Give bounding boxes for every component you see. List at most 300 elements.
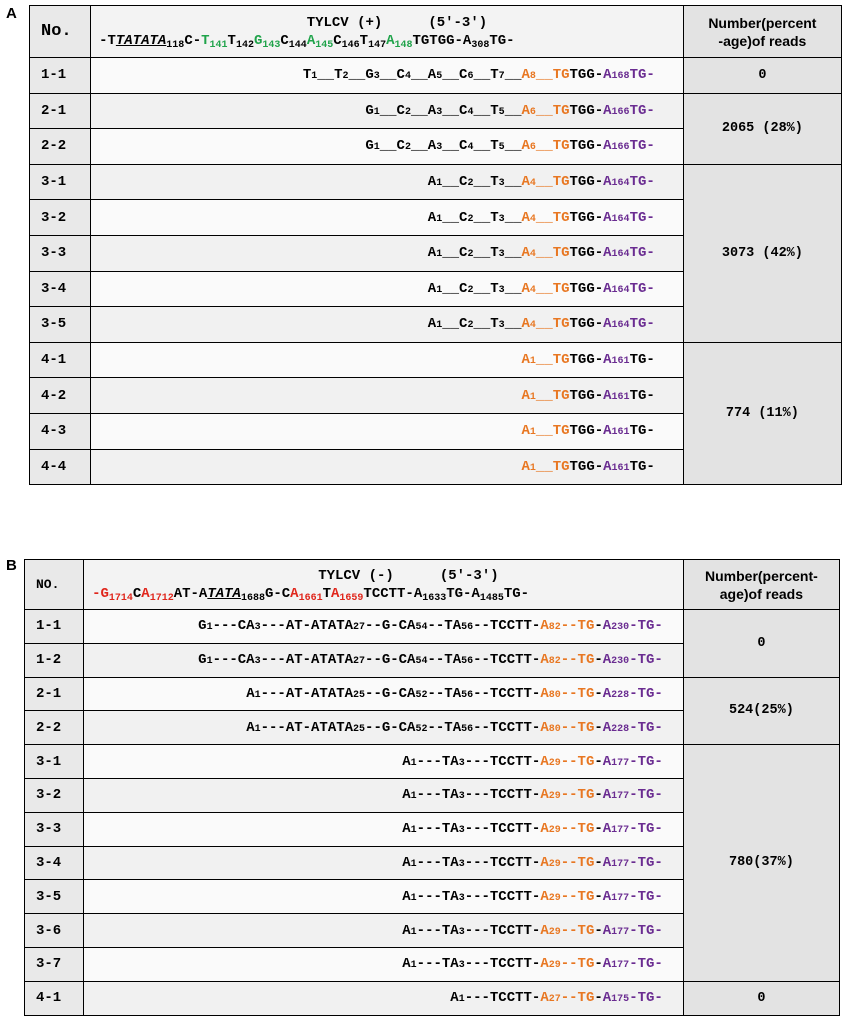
row-number: 1-2 (25, 643, 84, 677)
sequence-segment: - (92, 585, 101, 602)
sequence-segment: A (402, 753, 411, 770)
sequence-segment: TGG- (569, 102, 604, 119)
sequence-segment: A (402, 787, 411, 804)
sequence-segment: 1485 (479, 592, 504, 604)
sequence-segment: G (198, 618, 207, 635)
sequence-segment: TG- (629, 458, 655, 475)
sequence-segment: TG- (629, 67, 655, 84)
sequence-segment: __TG (535, 280, 570, 297)
sequence-direction: (5′-3′) (439, 567, 499, 584)
read-sequence: A 1 ---TCCTT- A 27 --TG - A 175 -TG- (84, 981, 684, 1015)
reads-header-line: Number(percent- (705, 567, 818, 584)
row-number: 3-2 (25, 778, 84, 812)
read-count: 0 (683, 981, 839, 1015)
row-number: 4-3 (30, 413, 91, 449)
sequence-segment: A (306, 32, 316, 49)
read-sequence: G 1 __C 2 __A 3 __C 4 __T 5 __ A 6 __TG TGG- A 166 TG- (91, 93, 684, 129)
reference-sequence (91, 33, 683, 49)
read-sequence: G 1 __C 2 __A 3 __C 4 __T 5 __ A 6 __TG TGG- A 166 TG- (91, 129, 684, 165)
sequence-segment: TGG- (569, 387, 604, 404)
sequence-segment: - (594, 753, 603, 770)
read-count: 0 (683, 610, 839, 678)
sequence-segment: TG- (629, 423, 655, 440)
sequence-segment: 1633 (422, 592, 447, 604)
sequence-segment: --TCCTT- (473, 719, 541, 736)
sequence-segment: __T (473, 174, 499, 191)
sequence-segment: G (100, 585, 109, 602)
read-count: 780(37%) (683, 745, 839, 982)
read-sequence: A 1 ---TA 3 ---TCCTT- A 29 --TG - A 177 -TG- (84, 880, 684, 914)
table-row (25, 610, 840, 644)
row-number: 3-1 (30, 164, 91, 200)
sequence-segment: T (227, 32, 236, 49)
sequence-segment: TG-A (446, 585, 480, 602)
sequence-segment: ---TA (416, 787, 459, 804)
sequence-segment: -TG- (629, 821, 663, 838)
sequence-segment: --TA (427, 719, 462, 736)
sequence-segment: --TG (560, 753, 595, 770)
sequence-segment: TATATA (115, 32, 167, 49)
sequence-segment: A (540, 753, 549, 770)
table-row (25, 677, 840, 711)
sequence-segment: A (540, 990, 549, 1007)
sequence-segment: 1659 (339, 592, 364, 604)
sequence-segment: G (253, 32, 263, 49)
sequence-segment: 146 (341, 39, 360, 51)
sequence-segment: __C (379, 138, 405, 155)
sequence-segment: ---TA (416, 888, 459, 905)
reads-header-line: age)of reads (719, 585, 804, 602)
sequence-segment: 145 (315, 39, 334, 51)
sequence-segment: TG- (629, 387, 655, 404)
sequence-segment: TGG- (569, 245, 604, 262)
sequence-segment: __C (379, 67, 405, 84)
read-sequence: A 1 ---TA 3 ---TCCTT- A 29 --TG - A 177 -TG- (84, 914, 684, 948)
row-number: 3-1 (25, 745, 84, 779)
read-sequence: A 1 ---TA 3 ---TCCTT- A 29 --TG - A 177 -TG- (84, 846, 684, 880)
read-sequence: G 1 ---CA 3 ---AT-ATATA 27 --G-CA 54 --TA 56 --TCCTT- A 82 --TG - A 230 -TG- (84, 610, 684, 644)
read-sequence: A 1 __TG TGG- A 161 TG- (91, 378, 684, 414)
sequence-segment: -TG- (629, 618, 663, 635)
sequence-segment: ---AT-ATATA (260, 618, 354, 635)
sequence-segment: __TG (535, 138, 570, 155)
sequence-segment: A (602, 956, 612, 973)
sequence-segment: G (365, 138, 374, 155)
sequence-segment: __ (504, 174, 522, 191)
sequence-segment: A (602, 787, 612, 804)
sequence-segment: __T (317, 67, 343, 84)
panel-a-table (29, 5, 842, 485)
sequence-segment: __A (410, 102, 437, 119)
sequence-segment: __TG (535, 316, 570, 333)
sequence-segment: ---TCCTT- (464, 821, 541, 838)
sequence-segment: --G-CA (365, 719, 416, 736)
sequence-segment: __ (504, 67, 522, 84)
sequence-segment: --TG (560, 685, 595, 702)
sequence-segment: A (521, 387, 530, 404)
sequence-segment: - (594, 719, 603, 736)
sequence-segment: __G (348, 67, 374, 84)
sequence-segment: A (521, 280, 530, 297)
sequence-segment: A (521, 423, 530, 440)
sequence-segment: T (322, 585, 331, 602)
sequence-segment: A (602, 618, 612, 635)
sequence-segment: A (602, 888, 612, 905)
sequence-segment: ---TA (416, 956, 459, 973)
sequence-segment: TGG- (569, 352, 604, 369)
sequence-segment: --G-CA (365, 652, 416, 669)
table-row (25, 981, 840, 1015)
sequence-segment: __T (473, 316, 499, 333)
sequence-segment: A (602, 821, 612, 838)
sequence-segment: - (594, 888, 603, 905)
sequence-segment: __C (442, 174, 468, 191)
sequence-segment: A (603, 102, 612, 119)
column-header-reads (683, 560, 839, 610)
row-number: 3-5 (25, 880, 84, 914)
sequence-segment: TGG- (569, 280, 604, 297)
sequence-segment: 143 (262, 39, 281, 51)
sequence-segment: __ (504, 209, 522, 226)
sequence-segment: -TG- (629, 956, 663, 973)
sequence-segment: __ (504, 138, 522, 155)
sequence-segment: __C (442, 209, 468, 226)
read-sequence: A 1 __C 2 __T 3 __ A 4 __TG TGG- A 164 TG- (91, 164, 684, 200)
sequence-segment: ---TA (416, 922, 459, 939)
sequence-segment: T (302, 67, 312, 84)
read-sequence: T 1 __T 2 __G 3 __C 4 __A 5 __C 6 __T 7 __ A 8 __TG TGG- A 168 TG- (91, 58, 684, 94)
sequence-segment: A (427, 174, 437, 191)
read-count: 2065 (28%) (683, 93, 841, 164)
sequence-segment: - (594, 956, 603, 973)
row-number: 2-2 (25, 711, 84, 745)
row-number: 4-2 (30, 378, 91, 414)
sequence-segment: A (603, 280, 612, 297)
sequence-segment: __TG (535, 387, 570, 404)
sequence-segment: -TG- (629, 719, 663, 736)
sequence-segment: __C (442, 316, 468, 333)
sequence-segment: TG- (629, 245, 655, 262)
sequence-segment: A (540, 719, 549, 736)
sequence-segment: TGG- (569, 316, 604, 333)
read-count: 524(25%) (683, 677, 839, 745)
sequence-segment: A (540, 787, 549, 804)
sequence-segment: TGG- (569, 174, 604, 191)
sequence-segment: TGG- (569, 209, 604, 226)
sequence-segment: A (540, 888, 549, 905)
sequence-segment: A (402, 956, 411, 973)
sequence-segment: __C (442, 67, 468, 84)
sequence-segment: --TCCTT- (473, 685, 541, 702)
sequence-segment: 1688 (240, 592, 265, 604)
sequence-segment: 1714 (108, 592, 133, 604)
sequence-segment: A (602, 990, 612, 1007)
header-row (30, 6, 842, 58)
row-number: 4-1 (30, 342, 91, 378)
sequence-segment: TG- (629, 102, 655, 119)
sequence-segment: ---AT-ATATA (260, 652, 354, 669)
sequence-segment: A (603, 209, 612, 226)
sequence-segment: __C (442, 102, 468, 119)
sequence-segment: ---TA (416, 854, 459, 871)
sequence-segment: --G-CA (365, 618, 416, 635)
sequence-segment: --G-CA (365, 685, 416, 702)
sequence-segment: -TG- (629, 753, 663, 770)
sequence-segment: - (594, 821, 603, 838)
sequence-segment: A (540, 956, 549, 973)
row-number: 2-2 (30, 129, 91, 165)
sequence-segment: --TG (560, 922, 595, 939)
sequence-segment: __TG (535, 209, 570, 226)
sequence-segment: - (594, 618, 603, 635)
sequence-segment: - (594, 854, 603, 871)
read-sequence: A 1 ---TA 3 ---TCCTT- A 29 --TG - A 177 -TG- (84, 812, 684, 846)
sequence-segment: A (402, 854, 411, 871)
sequence-segment: --TG (560, 854, 595, 871)
sequence-segment: T (201, 32, 210, 49)
sequence-segment: -TG- (629, 685, 663, 702)
sequence-segment: TG- (629, 280, 655, 297)
sequence-segment: --TG (560, 719, 595, 736)
sequence-segment: - (594, 922, 603, 939)
sequence-title: TYLCV (+) (306, 14, 383, 31)
sequence-segment: __T (473, 280, 499, 297)
sequence-segment: ---TA (416, 821, 459, 838)
sequence-segment: TG- (629, 174, 655, 191)
read-sequence: A 1 __C 2 __T 3 __ A 4 __TG TGG- A 164 TG- (91, 235, 684, 271)
sequence-segment: A (427, 280, 437, 297)
sequence-segment: A (602, 719, 612, 736)
read-sequence: A 1 __TG TGG- A 161 TG- (91, 413, 684, 449)
sequence-segment: A (427, 245, 437, 262)
sequence-segment: A (603, 352, 612, 369)
sequence-segment: ---TCCTT- (464, 922, 541, 939)
sequence-segment: G (198, 652, 207, 669)
sequence-segment: A (521, 316, 530, 333)
sequence-segment: A (540, 652, 549, 669)
sequence-segment: A (521, 138, 530, 155)
sequence-segment: -T (99, 32, 116, 49)
sequence-segment: A (386, 32, 395, 49)
sequence-segment: --TG (560, 990, 595, 1007)
reads-header-line: -age)of reads (718, 32, 807, 49)
sequence-segment: G (365, 102, 374, 119)
sequence-segment: __C (442, 280, 468, 297)
sequence-segment: 148 (394, 39, 413, 51)
sequence-segment: A (603, 138, 612, 155)
sequence-segment: - (594, 685, 603, 702)
sequence-segment: TG- (629, 316, 655, 333)
sequence-header (84, 560, 684, 610)
sequence-segment: A (246, 719, 255, 736)
sequence-segment: G-C (264, 585, 291, 602)
sequence-segment: A (540, 854, 549, 871)
sequence-segment: __T (473, 209, 499, 226)
sequence-segment: __A (410, 67, 437, 84)
row-number: 3-3 (25, 812, 84, 846)
sequence-segment: A (402, 821, 411, 838)
table-row (30, 164, 842, 200)
sequence-segment: TGG- (569, 67, 604, 84)
sequence-segment: T (359, 32, 369, 49)
sequence-segment: 1712 (149, 592, 174, 604)
column-header-no: No. (30, 6, 91, 58)
read-sequence: A 1 ---TA 3 ---TCCTT- A 29 --TG - A 177 -TG- (84, 778, 684, 812)
read-count: 774 (11%) (683, 342, 841, 484)
row-number: 3-3 (30, 235, 91, 271)
table-row (25, 745, 840, 779)
sequence-segment: __ (504, 316, 522, 333)
row-number: 2-1 (30, 93, 91, 129)
row-number: 3-4 (30, 271, 91, 307)
sequence-segment: A (521, 458, 530, 475)
sequence-segment: A (521, 174, 530, 191)
sequence-segment: A (427, 209, 437, 226)
sequence-segment: A (331, 585, 340, 602)
sequence-segment: __TG (535, 174, 570, 191)
sequence-segment: ---AT-ATATA (260, 685, 354, 702)
sequence-segment: 144 (288, 39, 307, 51)
sequence-segment: __ (504, 280, 522, 297)
sequence-segment: A (602, 685, 612, 702)
row-number: 1-1 (30, 58, 91, 94)
sequence-segment: __ (504, 102, 522, 119)
sequence-segment: 308 (471, 39, 490, 51)
row-number: 4-1 (25, 981, 84, 1015)
sequence-segment: A (450, 990, 459, 1007)
sequence-segment: A (603, 316, 612, 333)
sequence-segment: __TG (535, 67, 570, 84)
sequence-segment: TGG- (569, 138, 604, 155)
sequence-segment: ---TCCTT- (464, 753, 541, 770)
row-number: 2-1 (25, 677, 84, 711)
sequence-segment: __TG (535, 245, 570, 262)
sequence-segment: A (602, 753, 612, 770)
sequence-segment: ---CA (212, 618, 255, 635)
read-sequence: A 1 __C 2 __T 3 __ A 4 __TG TGG- A 164 TG- (91, 307, 684, 343)
sequence-segment: -TG- (629, 787, 663, 804)
sequence-segment: __TG (535, 423, 570, 440)
sequence-title: TYLCV (-) (318, 567, 394, 584)
sequence-segment: __TG (535, 458, 570, 475)
read-sequence: A 1 ---AT-ATATA 25 --G-CA 52 --TA 56 --TCCTT- A 80 --TG - A 228 -TG- (84, 677, 684, 711)
sequence-segment: --TA (427, 618, 462, 635)
sequence-segment: --TG (560, 787, 595, 804)
sequence-segment: ---TCCTT- (464, 787, 541, 804)
sequence-segment: --TCCTT- (473, 618, 541, 635)
sequence-segment: 118 (166, 39, 185, 51)
sequence-segment: A (141, 585, 150, 602)
panel-b-label: B (6, 557, 17, 574)
sequence-segment: -TG- (629, 854, 663, 871)
sequence-segment: - (594, 787, 603, 804)
sequence-segment: __T (473, 102, 499, 119)
table-row (30, 342, 842, 378)
sequence-segment: -TG- (629, 922, 663, 939)
read-sequence: A 1 __C 2 __T 3 __ A 4 __TG TGG- A 164 TG- (91, 271, 684, 307)
sequence-segment: A (521, 245, 530, 262)
row-number: 3-7 (25, 947, 84, 981)
sequence-segment: TG- (489, 32, 515, 49)
read-sequence: G 1 ---CA 3 ---AT-ATATA 27 --G-CA 54 --TA 56 --TCCTT- A 82 --TG - A 230 -TG- (84, 643, 684, 677)
panel-b-table (24, 559, 840, 1016)
sequence-segment: 141 (209, 39, 228, 51)
sequence-segment: TG- (629, 138, 655, 155)
column-header-reads (683, 6, 841, 58)
sequence-segment: C- (184, 32, 202, 49)
sequence-segment: __TG (535, 102, 570, 119)
sequence-segment: __T (473, 138, 499, 155)
table-row (30, 93, 842, 129)
sequence-segment: ---CA (212, 652, 255, 669)
sequence-segment: A (521, 352, 530, 369)
sequence-segment: TGG- (569, 423, 604, 440)
sequence-segment: A (521, 102, 530, 119)
read-sequence: A 1 ---TA 3 ---TCCTT- A 29 --TG - A 177 -TG- (84, 745, 684, 779)
panel-a-label: A (6, 5, 17, 22)
sequence-segment: - (594, 990, 603, 1007)
sequence-segment: TATA (207, 585, 241, 602)
row-number: 3-2 (30, 200, 91, 236)
sequence-segment: -TG- (629, 652, 663, 669)
sequence-segment: -TG- (629, 990, 663, 1007)
sequence-segment: C (333, 32, 342, 49)
sequence-segment: A (540, 821, 549, 838)
sequence-segment: TG- (629, 209, 655, 226)
sequence-segment: A (602, 854, 612, 871)
sequence-segment: --TG (560, 652, 595, 669)
sequence-segment: --TG (560, 888, 595, 905)
sequence-segment: A (246, 685, 255, 702)
sequence-segment: __C (442, 245, 468, 262)
table-row (30, 58, 842, 94)
sequence-segment: __C (442, 138, 468, 155)
sequence-segment: A (602, 922, 612, 939)
sequence-segment: A (603, 245, 612, 262)
sequence-segment: --TA (427, 652, 462, 669)
sequence-segment: A (603, 387, 612, 404)
sequence-segment: __C (379, 102, 405, 119)
row-number: 3-4 (25, 846, 84, 880)
sequence-segment: --TCCTT- (473, 652, 541, 669)
sequence-segment: __T (473, 245, 499, 262)
sequence-segment: ---TA (416, 753, 459, 770)
sequence-segment: A (603, 423, 612, 440)
sequence-segment: A (521, 67, 530, 84)
sequence-segment: AT-A (173, 585, 208, 602)
sequence-segment: A (603, 458, 612, 475)
sequence-segment: ---TCCTT- (464, 888, 541, 905)
column-header-no: NO. (25, 560, 84, 610)
sequence-segment: -TG- (629, 888, 663, 905)
sequence-segment: A (427, 316, 437, 333)
sequence-segment: A (540, 618, 549, 635)
read-sequence: A 1 ---AT-ATATA 25 --G-CA 52 --TA 56 --TCCTT- A 80 --TG - A 228 -TG- (84, 711, 684, 745)
sequence-segment: A (602, 652, 612, 669)
read-count: 3073 (42%) (683, 164, 841, 342)
sequence-segment: __TG (535, 352, 570, 369)
sequence-segment: 142 (235, 39, 254, 51)
row-number: 3-5 (30, 307, 91, 343)
reads-header-line: Number(percent (708, 14, 817, 31)
sequence-segment: 1661 (298, 592, 323, 604)
sequence-segment: A (603, 67, 612, 84)
row-number: 4-4 (30, 449, 91, 485)
sequence-segment: __T (473, 67, 499, 84)
header-row (25, 560, 840, 610)
sequence-segment: ---TCCTT- (464, 854, 541, 871)
sequence-segment: A (521, 209, 530, 226)
